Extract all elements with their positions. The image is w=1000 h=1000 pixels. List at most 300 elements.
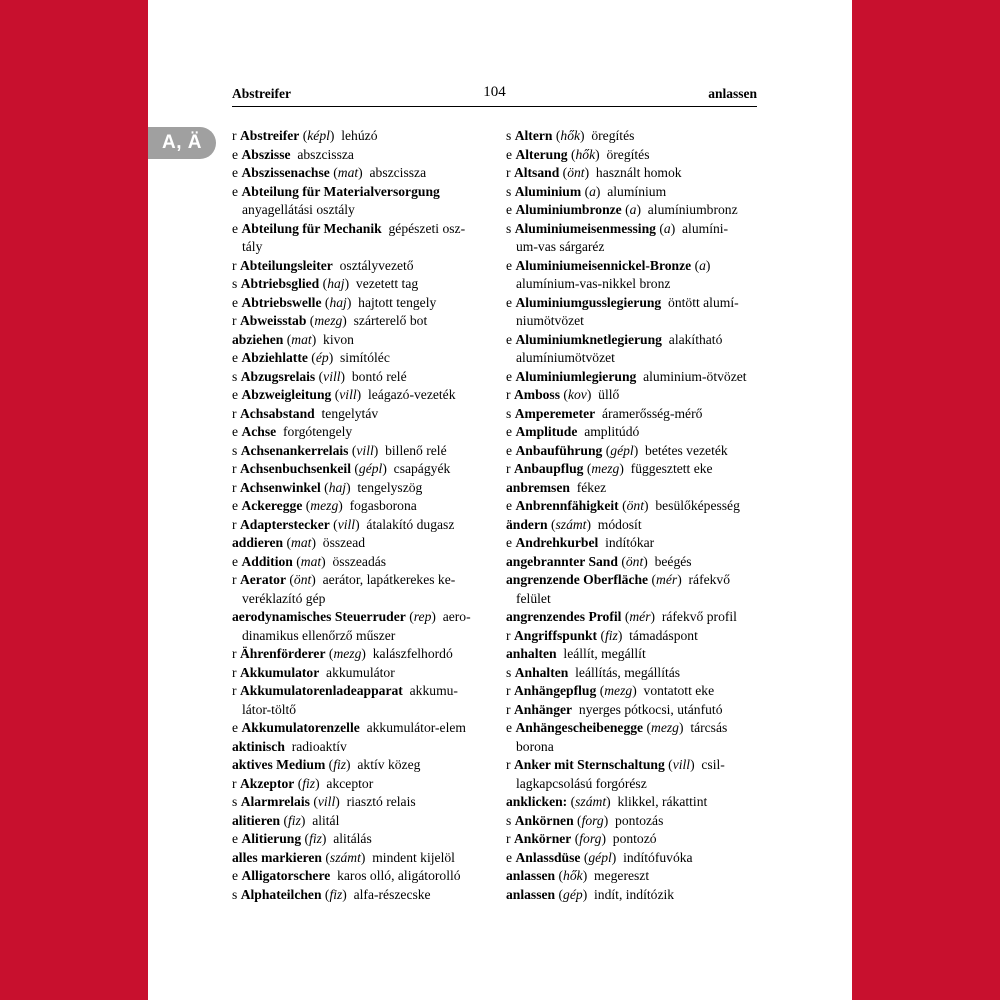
entry-domain-tag: haj bbox=[328, 479, 347, 495]
entry-headword: addieren bbox=[232, 535, 284, 550]
entry-gender: r bbox=[232, 516, 237, 532]
entry-translation: leállítás, megállítás bbox=[575, 664, 681, 680]
entry-domain-tag: mér bbox=[629, 609, 651, 624]
dictionary-entry bbox=[506, 479, 758, 498]
entry-gender: e bbox=[506, 498, 513, 513]
entry-domain-tag: gépl bbox=[588, 849, 612, 865]
dictionary-entry bbox=[506, 331, 758, 368]
entry-headword: angrenzendes Profil bbox=[506, 609, 622, 624]
dictionary-entry bbox=[232, 146, 484, 165]
entry-translation: abszcissza bbox=[369, 165, 427, 180]
entry-domain-tag: gép bbox=[563, 886, 583, 902]
entry-translation: osztályvezető bbox=[339, 257, 414, 273]
entry-gender: e bbox=[232, 387, 239, 402]
entry-translation: csil- bbox=[701, 757, 725, 772]
entry-headword: abziehen bbox=[232, 331, 284, 347]
entry-translation: indítókar bbox=[605, 535, 655, 550]
entry-gender: e bbox=[232, 831, 239, 846]
dictionary-entry: r Amboss (kov) üllő bbox=[506, 387, 620, 402]
dictionary-entry: r Anbaupflug (mezg) függesztett eke bbox=[506, 461, 713, 476]
entry-gender: r bbox=[232, 257, 237, 273]
entry-translation: megereszt bbox=[594, 868, 650, 883]
dictionary-entry bbox=[506, 423, 758, 442]
entry-domain-tag: fiz bbox=[309, 831, 322, 846]
entry-headword: Achsenankerrelais bbox=[240, 442, 349, 458]
dictionary-entry: e Abziehlatte (ép) simítóléc bbox=[232, 350, 390, 365]
dictionary-entry: r Altsand (önt) használt homok bbox=[506, 165, 682, 180]
dictionary-entry bbox=[232, 719, 484, 738]
entry-headword: Anbauführung bbox=[515, 442, 603, 458]
entry-translation: hajtott tengely bbox=[358, 294, 437, 310]
right-guide-word: anlassen bbox=[708, 86, 757, 101]
dictionary-entry: ändern (számt) módosít bbox=[506, 516, 642, 532]
entry-translation: összead bbox=[322, 535, 366, 550]
dictionary-entry bbox=[232, 664, 484, 683]
entry-headword: anlassen bbox=[506, 886, 556, 902]
entry-headword: Akzeptor bbox=[239, 775, 295, 791]
entry-translation: üllő bbox=[598, 387, 620, 402]
dictionary-entry: e Anbauführung (gépl) betétes vezeték bbox=[506, 442, 728, 458]
entry-headword: Akkumulatorenzelle bbox=[241, 720, 360, 735]
entry-gender: e bbox=[232, 220, 239, 236]
entry-translation: ráfekvő bbox=[688, 572, 731, 587]
dictionary-entry: s Altern (hők) öregítés bbox=[506, 128, 635, 143]
entry-domain-tag: számt bbox=[575, 794, 607, 809]
entry-headword: Aluminiumknetlegierung bbox=[515, 331, 662, 347]
entry-headword: Abtriebswelle bbox=[241, 294, 322, 310]
dictionary-entry: aerodynamisches Steuerruder (rep) aero- dinamikus ellenőrző műszer bbox=[232, 609, 471, 643]
entry-headword: Anhängescheibenegge bbox=[515, 720, 644, 735]
entry-headword: Anbrennfähigkeit bbox=[515, 498, 619, 513]
entry-gender: e bbox=[232, 183, 239, 199]
entry-domain-tag: mat bbox=[291, 535, 312, 550]
entry-gender: s bbox=[506, 812, 512, 828]
entry-domain-tag: önt bbox=[626, 498, 644, 513]
entry-domain-tag: hők bbox=[560, 128, 581, 143]
entry-headword: Anhängepflug bbox=[513, 683, 597, 698]
entry-translation: lehúzó bbox=[341, 128, 378, 143]
entry-headword: Abtriebsglied bbox=[240, 276, 320, 291]
dictionary-entry: r Anhängepflug (mezg) vontatott eke bbox=[506, 683, 715, 698]
entry-translation: használt homok bbox=[595, 165, 682, 180]
dictionary-entry: alles markieren (számt) mindent kijelöl bbox=[232, 849, 455, 865]
entry-gender: e bbox=[506, 331, 513, 347]
entry-translation: vezetett tag bbox=[355, 276, 419, 291]
entry-headword: Anhänger bbox=[513, 701, 573, 717]
entry-headword: Abzugsrelais bbox=[240, 368, 316, 384]
entry-headword: Aluminiumeisennickel-Bronze bbox=[515, 257, 692, 273]
dictionary-entry: e Alitierung (fiz) alitálás bbox=[232, 831, 372, 846]
entry-headword: Altern bbox=[514, 128, 553, 143]
entry-gender: e bbox=[232, 720, 239, 735]
entry-gender: e bbox=[506, 720, 513, 735]
entry-gender: r bbox=[232, 775, 237, 791]
entry-gender: r bbox=[232, 461, 237, 476]
entry-translation: alitál bbox=[312, 812, 340, 828]
entry-translation: niumötvözet bbox=[516, 313, 584, 328]
entry-translation: billenő relé bbox=[385, 442, 447, 458]
dictionary-entry: r Abstreifer (képl) lehúzó bbox=[232, 128, 378, 143]
page-header bbox=[232, 84, 757, 107]
entry-translation: akkumu- bbox=[409, 683, 458, 698]
entry-translation: indítófuvóka bbox=[623, 849, 693, 865]
entry-domain-tag: forg bbox=[579, 831, 602, 846]
entry-domain-tag: a bbox=[629, 202, 637, 217]
entry-translation: alakítható bbox=[668, 331, 723, 347]
entry-gender: r bbox=[232, 664, 237, 680]
entry-headword: aktives Medium bbox=[232, 757, 326, 772]
entry-gender: r bbox=[232, 646, 237, 661]
entry-gender: s bbox=[506, 664, 512, 680]
entry-gender: e bbox=[506, 257, 513, 273]
entry-headword: ändern bbox=[506, 516, 548, 532]
entry-headword: Abteilung für Materialversorgung bbox=[241, 183, 440, 199]
entry-translation: akkumulátor bbox=[326, 664, 395, 680]
entry-translation: klikkel, rákattint bbox=[617, 794, 708, 809]
dictionary-entry: r Achsenbuchsenkeil (gépl) csapágyék bbox=[232, 461, 451, 476]
dictionary-entry: aktives Medium (fiz) aktív közeg bbox=[232, 757, 421, 772]
entry-domain-tag: a bbox=[699, 257, 706, 273]
entry-headword: Achsenbuchsenkeil bbox=[239, 461, 351, 476]
entry-headword: Ackeregge bbox=[241, 498, 303, 513]
dictionary-entry: anklicken: (számt) klikkel, rákattint bbox=[506, 794, 708, 809]
entry-headword: aktinisch bbox=[232, 738, 285, 754]
entry-gender: e bbox=[506, 535, 513, 550]
entry-domain-tag: vill bbox=[672, 757, 691, 772]
dictionary-entry bbox=[232, 423, 484, 442]
entry-gender: s bbox=[506, 405, 512, 421]
entry-translation: aluminium-ötvözet bbox=[643, 368, 747, 384]
entry-translation: besülőképesség bbox=[655, 498, 740, 513]
entry-translation: öregítés bbox=[606, 146, 650, 162]
entry-domain-tag: ép bbox=[315, 350, 329, 365]
entry-headword: angrenzende Oberfläche bbox=[506, 572, 649, 587]
dictionary-entry: e Addition (mat) összeadás bbox=[232, 553, 387, 569]
entry-gender: r bbox=[232, 683, 237, 698]
entry-gender: r bbox=[506, 701, 511, 717]
entry-headword: Achsabstand bbox=[239, 405, 315, 421]
entry-gender: e bbox=[506, 368, 513, 384]
entry-headword: anhalten bbox=[506, 646, 557, 661]
dictionary-entry: anlassen (hők) megereszt bbox=[506, 868, 650, 883]
entry-headword: Abteilung für Mechanik bbox=[241, 220, 382, 236]
entry-translation: um-vas sárgaréz bbox=[516, 239, 605, 254]
entry-domain-tag: mér bbox=[656, 572, 678, 587]
entry-gender: s bbox=[232, 368, 238, 384]
entry-translation: kivon bbox=[323, 331, 354, 347]
entry-gender: s bbox=[506, 220, 512, 236]
dictionary-entry: s Abtriebsglied (haj) vezetett tag bbox=[232, 276, 419, 291]
entry-domain-tag: a bbox=[589, 183, 596, 199]
entry-headword: alles markieren bbox=[232, 849, 322, 865]
entry-gender: e bbox=[232, 424, 239, 439]
entry-translation: veréklazító gép bbox=[242, 590, 326, 606]
dictionary-entry bbox=[506, 664, 758, 683]
entry-headword: Achsenwinkel bbox=[239, 479, 321, 495]
entry-translation: simítóléc bbox=[340, 350, 390, 365]
entry-domain-tag: vill bbox=[317, 794, 336, 809]
entry-translation: tengelytáv bbox=[321, 405, 379, 421]
entry-domain-tag: önt bbox=[293, 572, 312, 587]
entry-headword: Akkumulator bbox=[239, 664, 320, 680]
dictionary-entry: abziehen (mat) kivon bbox=[232, 331, 354, 347]
dictionary-entry: s Abzugsrelais (vill) bontó relé bbox=[232, 368, 407, 384]
entry-headword: Addition bbox=[241, 553, 293, 569]
entry-headword: angebrannter Sand bbox=[506, 553, 618, 569]
entry-domain-tag: mat bbox=[337, 165, 359, 180]
entry-translation: tály bbox=[242, 239, 263, 254]
entry-translation: aerátor, lapátkerekes ke- bbox=[322, 572, 456, 587]
entry-translation: nyerges pótkocsi, utánfutó bbox=[578, 701, 723, 717]
dictionary-entry bbox=[506, 701, 758, 720]
entry-gender: e bbox=[232, 868, 239, 883]
dictionary-entry: e Abzweigleitung (vill) leágazó-vezeték bbox=[232, 387, 456, 402]
entry-domain-tag: rep bbox=[413, 609, 432, 624]
entry-translation: öregítés bbox=[591, 128, 635, 143]
entry-headword: Alphateilchen bbox=[240, 886, 322, 902]
entry-translation: szárterelő bot bbox=[353, 313, 428, 328]
entry-headword: Altsand bbox=[513, 165, 560, 180]
dictionary-entry: e Alterung (hők) öregítés bbox=[506, 146, 650, 162]
entry-domain-tag: mezg bbox=[651, 720, 679, 735]
entry-translation: tárcsás bbox=[690, 720, 728, 735]
entry-headword: Akkumulatorenladeapparat bbox=[239, 683, 403, 698]
entry-translation: felület bbox=[516, 590, 551, 606]
entry-headword: Anhalten bbox=[514, 664, 569, 680]
entry-gender: e bbox=[232, 553, 239, 569]
entry-translation: módosít bbox=[597, 516, 642, 532]
dictionary-entry: r Angriffspunkt (fiz) támadáspont bbox=[506, 627, 698, 643]
dictionary-entry: s Alphateilchen (fiz) alfa-részecske bbox=[232, 886, 431, 902]
dictionary-entry: r Ährenförderer (mezg) kalászfelhordó bbox=[232, 646, 453, 661]
dictionary-entry: r Abweisstab (mezg) szárterelő bot bbox=[232, 313, 428, 328]
entry-domain-tag: mezg bbox=[591, 461, 620, 476]
entry-domain-tag: mezg bbox=[314, 313, 343, 328]
entry-translation: alumíni- bbox=[682, 220, 729, 236]
entry-gender: s bbox=[232, 442, 238, 458]
entry-translation: akceptor bbox=[326, 775, 374, 791]
entry-headword: Andrehkurbel bbox=[515, 535, 599, 550]
dictionary-entry bbox=[506, 405, 758, 424]
left-guide-word: Abstreifer bbox=[232, 86, 291, 101]
dictionary-entry: s Achsenankerrelais (vill) billenő relé bbox=[232, 442, 447, 458]
entry-gender: s bbox=[506, 183, 512, 199]
entry-domain-tag: vill bbox=[339, 387, 357, 402]
entry-gender: e bbox=[232, 146, 239, 162]
entry-translation: aero- bbox=[442, 609, 471, 624]
entry-translation: tengelyszög bbox=[357, 479, 423, 495]
letter-thumb-tab: A, Ä bbox=[148, 127, 216, 159]
entry-headword: Alterung bbox=[515, 146, 568, 162]
entry-domain-tag: mat bbox=[291, 331, 312, 347]
entry-headword: Aluminiumeisenmessing bbox=[514, 220, 656, 236]
entry-domain-tag: mezg bbox=[310, 498, 339, 513]
entry-gender: e bbox=[506, 202, 513, 217]
entry-gender: e bbox=[506, 294, 513, 310]
entry-domain-tag: képl bbox=[307, 128, 330, 143]
entry-domain-tag: kov bbox=[567, 387, 587, 402]
entry-gender: e bbox=[232, 165, 239, 180]
entry-translation: mindent kijelöl bbox=[372, 849, 455, 865]
entry-domain-tag: haj bbox=[327, 276, 345, 291]
entry-headword: aerodynamisches Steuerruder bbox=[232, 609, 406, 624]
dictionary-entry: angrenzende Oberfläche (mér) ráfekvő felület bbox=[506, 572, 731, 606]
entry-translation: csapágyék bbox=[393, 461, 451, 476]
entry-translation: bontó relé bbox=[351, 368, 407, 384]
entry-headword: Aluminiumlegierung bbox=[515, 368, 637, 384]
entry-translation: radioaktív bbox=[291, 738, 347, 754]
entry-domain-tag: fiz bbox=[604, 627, 618, 643]
dictionary-entry bbox=[232, 682, 484, 719]
entry-gender: e bbox=[506, 849, 513, 865]
dictionary-entry: e Aluminiumbronze (a) alumíniumbronz bbox=[506, 202, 738, 217]
entry-translation: abszcissza bbox=[297, 146, 354, 162]
entry-gender: r bbox=[232, 572, 237, 587]
dictionary-entry bbox=[506, 534, 758, 553]
entry-domain-tag: hők bbox=[563, 868, 583, 883]
entry-headword: Amboss bbox=[513, 387, 561, 402]
entry-domain-tag: mat bbox=[300, 553, 322, 569]
entry-domain-tag: mezg bbox=[333, 646, 362, 661]
entry-domain-tag: önt bbox=[567, 165, 585, 180]
left-column bbox=[232, 127, 484, 904]
entry-translation: pontozás bbox=[615, 812, 664, 828]
entry-headword: anbremsen bbox=[506, 479, 570, 495]
entry-headword: Amperemeter bbox=[514, 405, 596, 421]
entry-translation: alitálás bbox=[333, 831, 372, 846]
entry-translation: akkumulátor-elem bbox=[366, 720, 466, 735]
entry-translation: alfa-részecske bbox=[353, 886, 431, 902]
entry-headword: Aerator bbox=[239, 572, 286, 587]
entry-headword: anlassen bbox=[506, 868, 556, 883]
entry-translation: anyagellátási osztály bbox=[242, 202, 355, 217]
dictionary-entry bbox=[232, 220, 484, 257]
entry-translation: átalakító dugasz bbox=[366, 516, 455, 532]
entry-domain-tag: gépl bbox=[610, 442, 634, 458]
entry-gender: r bbox=[506, 831, 511, 846]
dictionary-entry: e Anhängescheibenegge (mezg) tárcsás borona bbox=[506, 720, 728, 754]
entry-headword: Abszissenachse bbox=[241, 165, 330, 180]
page-number: 104 bbox=[483, 84, 506, 100]
entry-gender: e bbox=[506, 442, 513, 458]
dictionary-entry: e Anlassdüse (gépl) indítófuvóka bbox=[506, 849, 693, 865]
dictionary-entry: e Abszissenachse (mat) abszcissza bbox=[232, 165, 427, 180]
entry-domain-tag: fiz bbox=[329, 886, 343, 902]
entry-headword: Achse bbox=[241, 424, 277, 439]
entry-gender: r bbox=[506, 461, 511, 476]
entry-translation: összeadás bbox=[332, 553, 387, 569]
entry-translation: ráfekvő profil bbox=[661, 609, 737, 624]
entry-headword: Ankörnen bbox=[514, 812, 574, 828]
entry-gender: s bbox=[232, 276, 238, 291]
entry-gender: r bbox=[232, 405, 237, 421]
entry-domain-tag: vill bbox=[356, 442, 374, 458]
dictionary-entry bbox=[232, 183, 484, 220]
entry-gender: r bbox=[506, 627, 511, 643]
dictionary-entry bbox=[232, 257, 484, 276]
entry-translation: vontatott eke bbox=[643, 683, 715, 698]
entry-headword: Amplitude bbox=[515, 424, 578, 439]
entry-domain-tag: önt bbox=[625, 553, 644, 569]
entry-translation: lagkapcsolású forgórész bbox=[516, 775, 647, 791]
entry-translation: leállít, megállít bbox=[563, 646, 646, 661]
entry-domain-tag: fiz bbox=[302, 775, 316, 791]
entry-translation: alumínium bbox=[607, 183, 667, 199]
entry-headword: Ankörner bbox=[513, 831, 572, 846]
dictionary-entry: e Anbrennfähigkeit (önt) besülőképesség bbox=[506, 498, 740, 513]
entry-gender: s bbox=[232, 886, 238, 902]
dictionary-entry: alitieren (fiz) alitál bbox=[232, 812, 340, 828]
entry-translation: pontozó bbox=[612, 831, 657, 846]
entry-headword: Abteilungsleiter bbox=[239, 257, 333, 273]
entry-gender: r bbox=[506, 683, 511, 698]
entry-headword: Anlassdüse bbox=[515, 849, 581, 865]
dictionary-entry: r Achsenwinkel (haj) tengelyszög bbox=[232, 479, 423, 495]
entry-translation: kalászfelhordó bbox=[372, 646, 453, 661]
entry-domain-tag: fiz bbox=[288, 812, 301, 828]
entry-translation: amplitúdó bbox=[584, 424, 640, 439]
entry-translation: karos olló, aligátorolló bbox=[337, 868, 461, 883]
entry-translation: gépészeti osz- bbox=[388, 220, 466, 236]
entry-translation: leágazó-vezeték bbox=[367, 387, 456, 402]
entry-domain-tag: haj bbox=[329, 294, 347, 310]
entry-gender: r bbox=[506, 757, 511, 772]
entry-gender: e bbox=[232, 498, 239, 513]
dictionary-entry: e Ackeregge (mezg) fogasborona bbox=[232, 498, 417, 513]
entry-gender: e bbox=[232, 350, 239, 365]
entry-translation: öntött alumí- bbox=[668, 294, 739, 310]
entry-domain-tag: gépl bbox=[358, 461, 383, 476]
entry-translation: áramerősség-mérő bbox=[602, 405, 703, 421]
entry-domain-tag: számt bbox=[329, 849, 361, 865]
entry-translation: riasztó relais bbox=[346, 794, 416, 809]
dictionary-entry bbox=[232, 867, 484, 886]
entry-translation: alumíniumbronz bbox=[647, 202, 738, 217]
entry-translation: alumíniumötvözet bbox=[516, 350, 615, 365]
entry-gender: r bbox=[232, 479, 237, 495]
entry-domain-tag: vill bbox=[337, 516, 356, 532]
entry-headword: anklicken: bbox=[506, 794, 568, 809]
dictionary-entry: s Aluminium (a) alumínium bbox=[506, 183, 667, 199]
entry-translation: fogasborona bbox=[349, 498, 417, 513]
entry-headword: alitieren bbox=[232, 812, 281, 828]
entry-headword: Aluminium bbox=[514, 183, 582, 199]
dictionary-entry: r Aerator (önt) aerátor, lapátkerekes ke- veréklazító gép bbox=[232, 572, 456, 606]
entry-gender: s bbox=[232, 794, 238, 809]
entry-headword: Angriffspunkt bbox=[513, 627, 598, 643]
entry-headword: Adapterstecker bbox=[239, 516, 330, 532]
entry-domain-tag: forg bbox=[581, 812, 604, 828]
dictionary-entry: e Abtriebswelle (haj) hajtott tengely bbox=[232, 294, 437, 310]
entry-gender: r bbox=[232, 128, 237, 143]
entry-headword: Ährenförderer bbox=[239, 646, 326, 661]
entry-translation: indít, indítózik bbox=[594, 886, 675, 902]
entry-headword: Abzweigleitung bbox=[241, 387, 332, 402]
entry-gender: e bbox=[506, 424, 513, 439]
dictionary-entry bbox=[232, 738, 484, 757]
entry-headword: Anbaupflug bbox=[513, 461, 584, 476]
entry-translation: függesztett eke bbox=[630, 461, 713, 476]
entry-translation: alumínium-vas-nikkel bronz bbox=[516, 276, 671, 291]
entry-gender: r bbox=[506, 165, 511, 180]
entry-gender: s bbox=[506, 128, 512, 143]
entry-headword: Abstreifer bbox=[239, 128, 300, 143]
dictionary-entry: r Anker mit Sternschaltung (vill) csil- lagkapcsolású forgórész bbox=[506, 757, 725, 791]
entry-domain-tag: hők bbox=[575, 146, 596, 162]
entry-headword: Abweisstab bbox=[239, 313, 307, 328]
dictionary-entry: s Aluminiumeisenmessing (a) alumíni- um-vas sárgaréz bbox=[506, 220, 729, 254]
entry-translation: forgótengely bbox=[283, 424, 353, 439]
